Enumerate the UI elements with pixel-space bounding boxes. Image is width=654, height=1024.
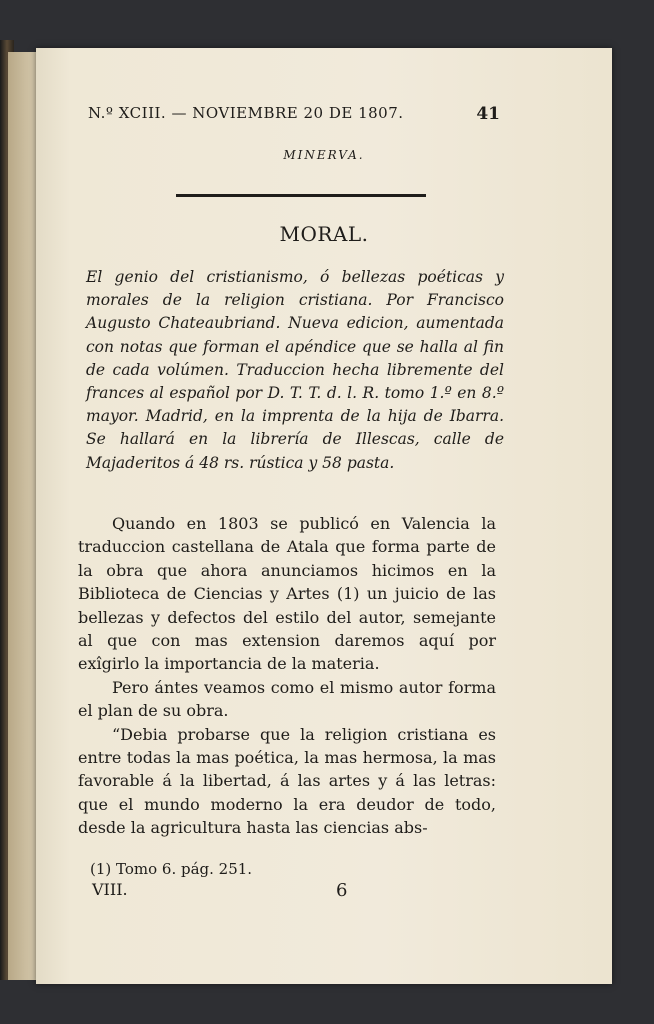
ornamental-rule	[176, 194, 426, 197]
paragraph-1: Quando en 1803 se publicó en Valencia la traduccion castellana de Atala que forma parte de la obra que ahora anunciamos hicimos en la Biblioteca de Ciencias y Artes (1) un juicio de las bellezas y defectos del estilo del autor, semejante al que con mas extension daremos aquí por exîgirlo la importancia de la materia.	[78, 514, 496, 674]
book-page	[36, 48, 612, 984]
footnote: (1) Tomo 6. pág. 251.	[90, 860, 253, 878]
paragraph-2: Pero ántes veamos como el mismo autor forma el plan de su obra.	[78, 677, 496, 721]
section-title: MORAL.	[279, 222, 369, 246]
issue-header: N.º XCIII. — NOVIEMBRE 20 DE 1807.	[88, 104, 404, 122]
signature-mark: VIII.	[92, 880, 128, 899]
running-title: MINERVA.	[283, 148, 365, 162]
book-citation: El genio del cristianismo, ó bellezas poéticas y morales de la religion cristiana. Por Francisco Augusto Chateaubriand. Nueva edicion, aumentada con notas que forman el apéndice que se halla al fin de cada volúmen. Traduccion hecha libremente del frances al español por D. T. T. d. l. R. tomo 1.º en 8.º mayor. Madrid, en la imprenta de la hija de Ibarra. Se hallará en la librería de Illescas, calle de Majaderitos á 48 rs. rústica y 58 pasta.	[86, 268, 504, 472]
page-number: 41	[476, 104, 500, 124]
article-body	[78, 512, 496, 840]
previous-page-edge	[8, 52, 38, 980]
signature-number: 6	[336, 880, 348, 901]
paragraph-3: “Debia probarse que la religion cristiana es entre todas la mas poética, la mas hermosa, la mas favorable á la libertad, á las artes y á las letras: que el mundo moderno la era deudor de todo, desde la agricultura hasta las ciencias abs-	[78, 724, 496, 838]
